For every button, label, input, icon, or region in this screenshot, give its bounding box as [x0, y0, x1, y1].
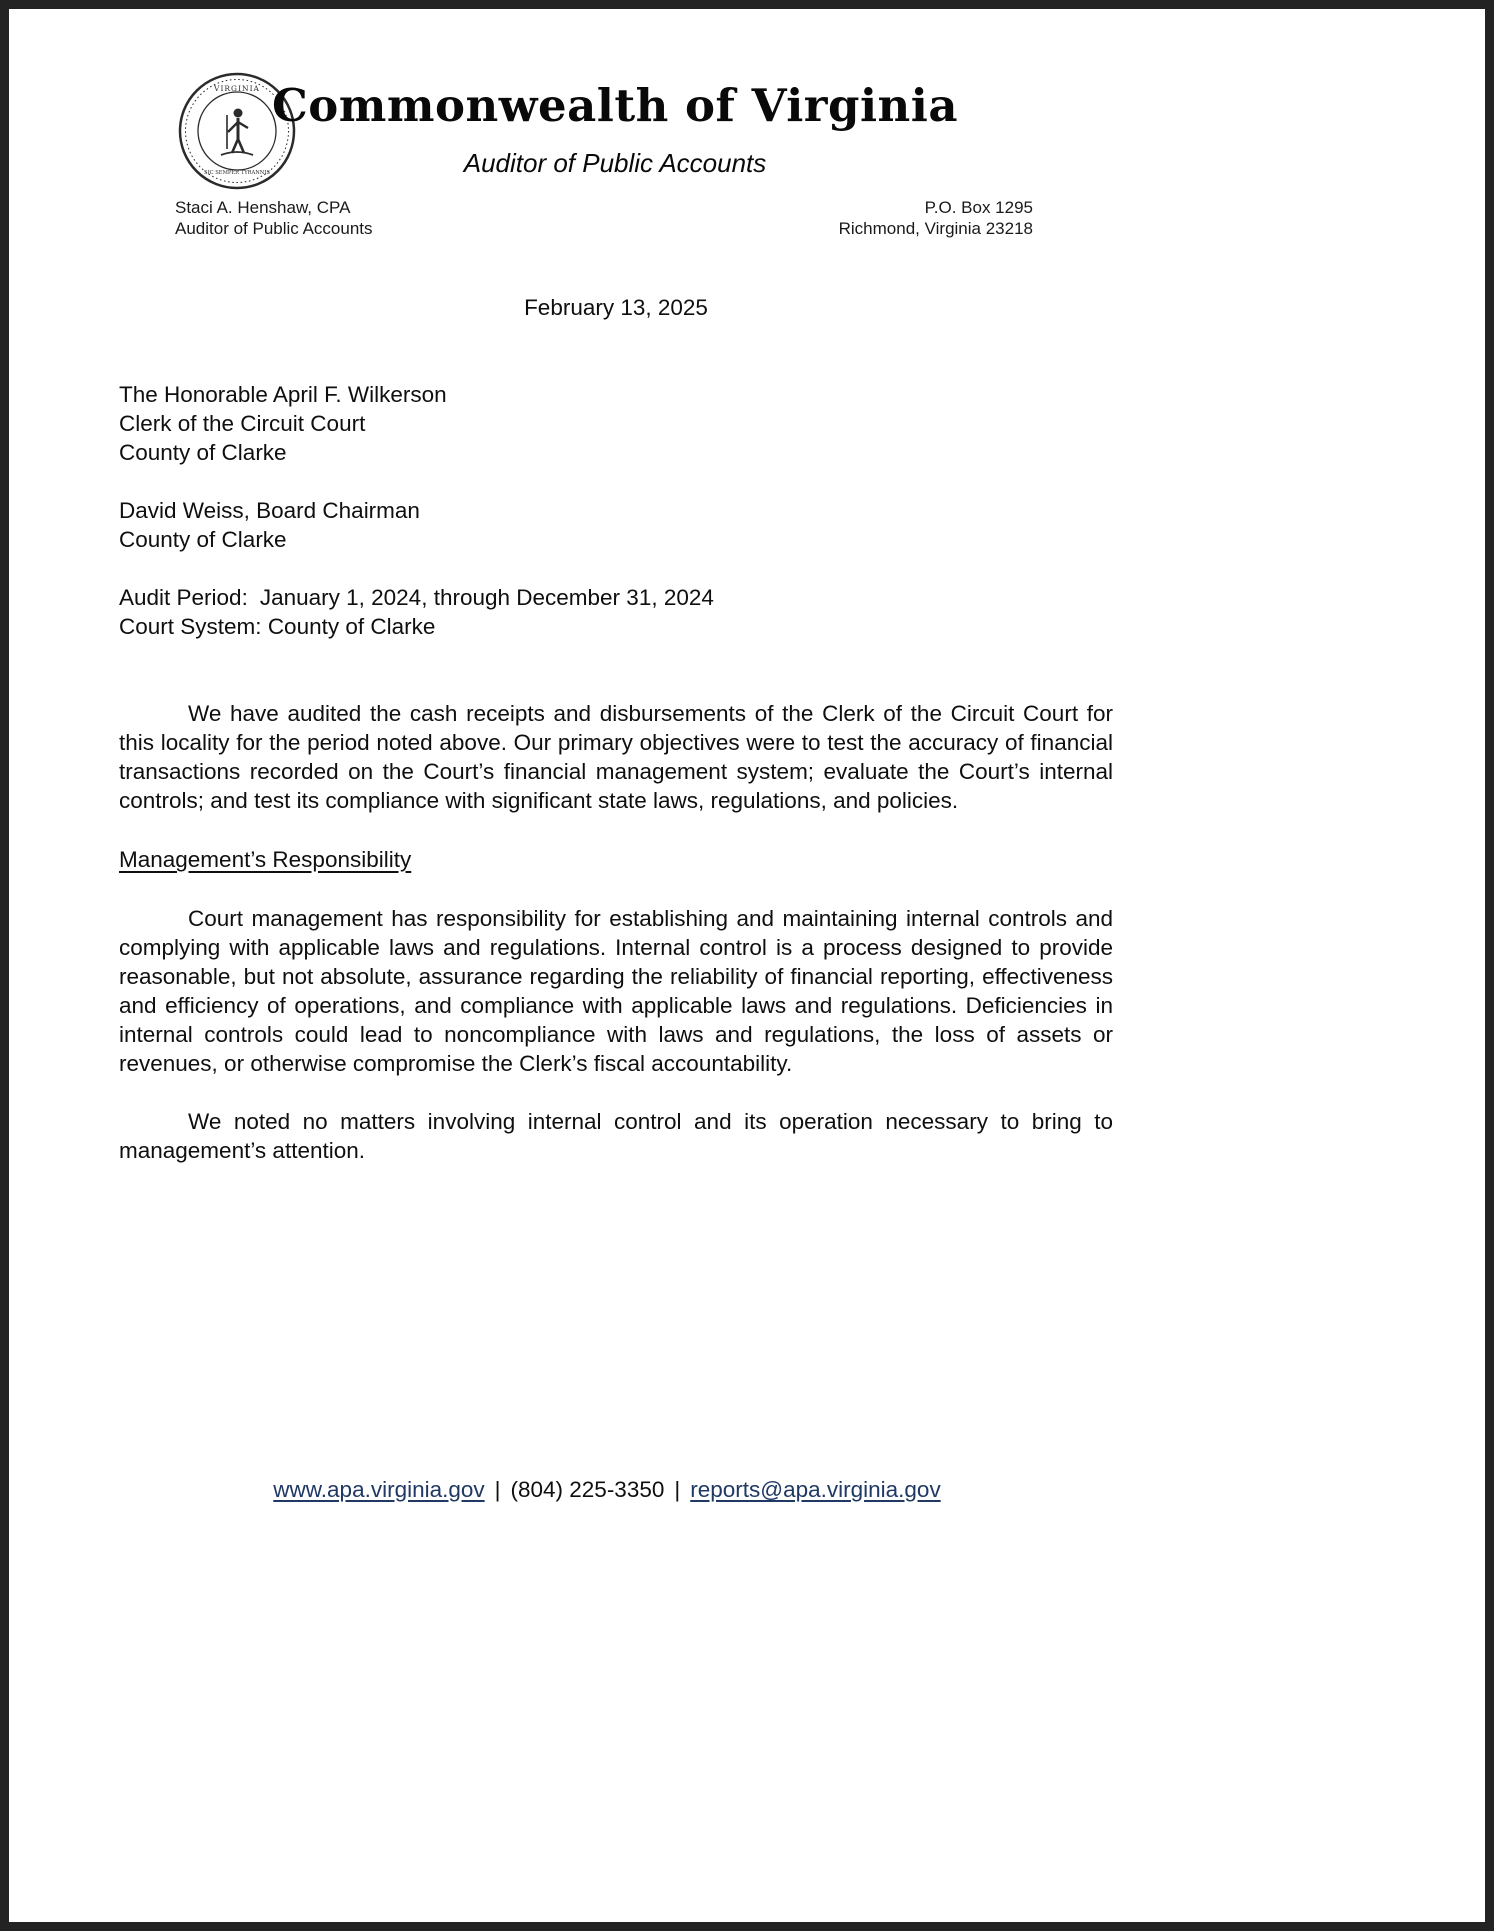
paragraph-management-responsibility: Court management has responsibility for establishing and maintaining internal controls and complying with applicable laws and regulations. Internal control is a process designed to provide reasonable, but not absolute, assurance regarding the reliability of financial reporting, effectiveness and efficiency of operations, and compliance with applicable laws and regulations. Deficiencies in internal controls could lead to noncompliance with laws and regulations, the loss of assets or revenues, or otherwise compromise the Clerk’s fiscal accountability. — [119, 906, 1113, 1076]
address-city-state: Richmond, Virginia 23218 — [838, 219, 1033, 238]
footer — [110, 1475, 1104, 1504]
office-address — [839, 197, 1033, 239]
address-po-box: P.O. Box 1295 — [924, 198, 1033, 217]
audit-period-label: Audit Period: — [119, 585, 248, 610]
court-system-line — [119, 612, 1113, 641]
audit-info-block — [119, 583, 1113, 641]
letterhead-title: Commonwealth of Virginia — [271, 79, 959, 132]
court-system-value: County of Clarke — [267, 614, 436, 639]
paragraph-audit-scope: We have audited the cash receipts and disbursements of the Clerk of the Circuit Court for this locality for the period noted above. Our primary objectives were to test the accuracy of financial transactions recorded on the Court’s financial management system; evaluate the Court’s internal controls; and test its compliance with significant state laws, regulations, and policies. — [119, 701, 1113, 813]
recipient-block-primary — [119, 380, 1113, 467]
letterhead-center — [9, 79, 1221, 179]
recipient-block-secondary — [119, 496, 1113, 554]
recipient-name: The Honorable April F. Wilkerson — [119, 382, 447, 407]
audit-period-line — [119, 583, 1113, 612]
recipient-title: Clerk of the Circuit Court — [119, 411, 366, 436]
svg-text:SIC SEMPER TYRANNIS: SIC SEMPER TYRANNIS — [204, 170, 270, 176]
footer-email-link[interactable]: reports@apa.virginia.gov — [690, 1477, 941, 1502]
letter-body — [119, 293, 1113, 1165]
svg-text:VIRGINIA: VIRGINIA — [214, 84, 260, 93]
footer-website-link[interactable]: www.apa.virginia.gov — [273, 1477, 485, 1502]
auditor-identity — [175, 197, 373, 239]
letter-date: February 13, 2025 — [524, 295, 708, 320]
auditor-title: Auditor of Public Accounts — [175, 219, 373, 238]
footer-separator: | — [674, 1477, 681, 1502]
paragraph-no-matters-noted: We noted no matters involving internal control and its operation necessary to bring to management’s attention. — [119, 1109, 1113, 1163]
footer-separator: | — [494, 1477, 501, 1502]
court-system-label: Court System: — [119, 614, 262, 639]
recipient-locality: County of Clarke — [119, 527, 287, 552]
recipient-locality: County of Clarke — [119, 440, 287, 465]
letterhead-subtitle: Auditor of Public Accounts — [463, 148, 767, 178]
footer-phone: (804) 225-3350 — [510, 1477, 665, 1502]
audit-period-value: January 1, 2024, through December 31, 2024 — [259, 585, 714, 610]
recipient-name: David Weiss, Board Chairman — [119, 498, 420, 523]
section-heading-management-responsibility: Management’s Responsibility — [119, 847, 412, 872]
letterhead — [9, 69, 1485, 237]
auditor-name: Staci A. Henshaw, CPA — [175, 198, 351, 217]
